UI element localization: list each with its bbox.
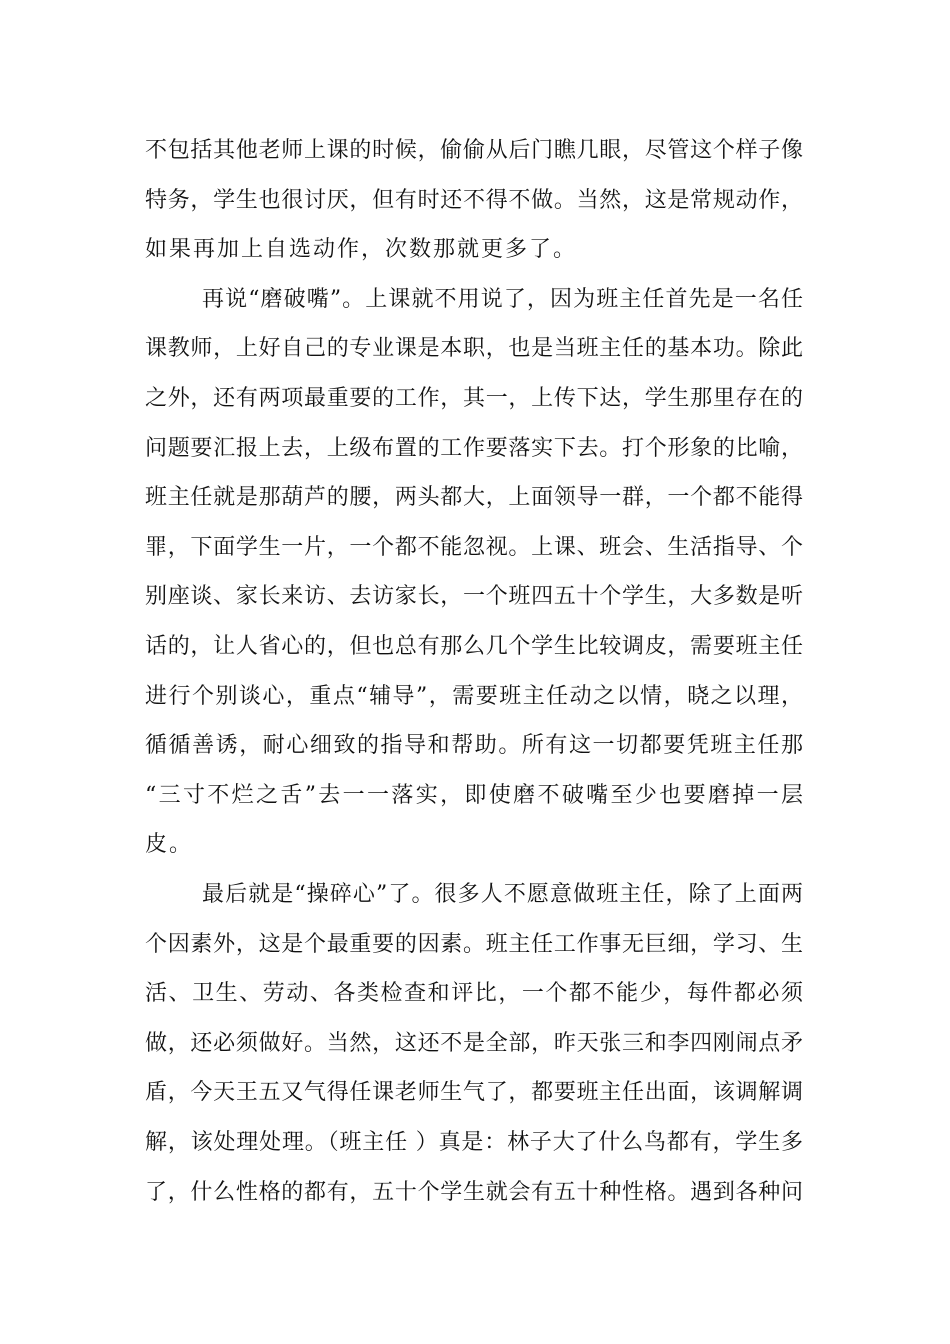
text-line: 特务，学生也很讨厌，但有时还不得不做。当然，这是常规动作， [145, 188, 804, 213]
text-line: 进行个别谈心，重点“辅导”，需要班主任动之以情，晓之以理， [145, 684, 805, 709]
text-line: 个因素外，这是个最重要的因素。班主任工作事无巨细，学习、生 [145, 932, 804, 957]
text-line: 解，该处理处理。（班主任 ）真是：林子大了什么鸟都有，学生多 [145, 1130, 804, 1155]
text-line: “三寸不烂之舌”去一一落实，即使磨不破嘴至少也要磨掉一层 [145, 783, 806, 808]
text-line: 活、卫生、劳动、各类检查和评比，一个都不能少，每件都必须 [145, 981, 805, 1006]
text-line: 班主任就是那葫芦的腰，两头都大，上面领导一群，一个都不能得 [145, 485, 804, 510]
text-line: 如果再加上自选动作，次数那就更多了。 [145, 237, 578, 262]
text-line: 课教师，上好自己的专业课是本职，也是当班主任的基本功。除此 [145, 336, 804, 361]
text-line: 最后就是“操碎心”了。很多人不愿意做班主任，除了上面两 [202, 882, 805, 907]
text-line: 做，还必须做好。当然，这还不是全部，昨天张三和李四刚闹点矛 [145, 1031, 804, 1056]
text-line: 问题要汇报上去，上级布置的工作要落实下去。打个形象的比喻， [145, 436, 804, 461]
text-line: 再说“磨破嘴”。上课就不用说了，因为班主任首先是一名任 [202, 287, 805, 312]
text-line: 盾，今天王五又气得任课老师生气了，都要班主任出面，该调解调 [145, 1080, 804, 1105]
text-line: 了，什么性格的都有，五十个学生就会有五十种性格。遇到各种问 [145, 1180, 804, 1205]
text-line: 循循善诱，耐心细致的指导和帮助。所有这一切都要凭班主任那 [145, 733, 805, 758]
text-line: 皮。 [145, 832, 194, 857]
text-line: 话的，让人省心的，但也总有那么几个学生比较调皮，需要班主任 [145, 634, 804, 659]
text-line: 不包括其他老师上课的时候，偷偷从后门瞧几眼，尽管这个样子像 [145, 138, 804, 163]
text-line: 别座谈、家长来访、去访家长，一个班四五十个学生，大多数是听 [145, 584, 804, 609]
text-line: 之外，还有两项最重要的工作，其一，上传下达，学生那里存在的 [145, 386, 804, 411]
text-line: 罪，下面学生一片，一个都不能忽视。上课、班会、生活指导、个 [145, 535, 804, 560]
